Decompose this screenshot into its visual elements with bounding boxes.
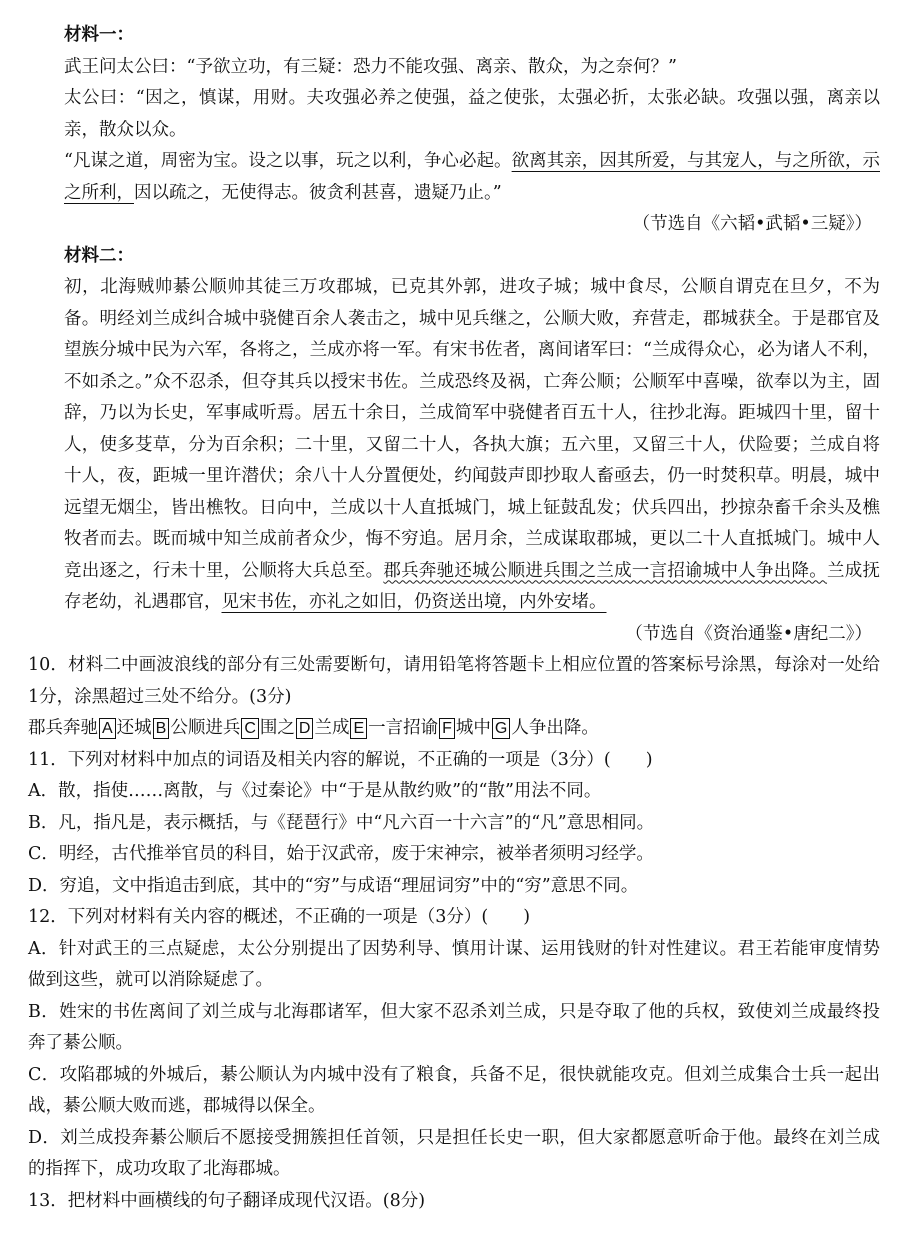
q11-option-b[interactable]: B．凡，指凡是，表示概括，与《琵琶行》中“凡六百一十六言”的“凡”意思相同。 bbox=[28, 812, 655, 833]
q10-box-A[interactable]: A bbox=[99, 718, 116, 739]
material2-source: （节选自《资治通鉴•唐纪二》） bbox=[625, 623, 872, 644]
q10-segment: 兰成 bbox=[314, 718, 350, 738]
material1-para1: 武王问太公曰：“予欲立功，有三疑：恐力不能攻强、离亲、散众，为之奈何？” bbox=[64, 56, 677, 77]
q13-stem: 13．把材料中画横线的句子翻译成现代汉语。(8分) bbox=[28, 1190, 426, 1211]
q12-option-d[interactable]: D．刘兰成投奔綦公顺后不愿接受拥簇担任首领，只是担任长史一职，但大家都愿意听命于他。最终在刘兰成的指挥下，成功攻取了北海郡城。 bbox=[28, 1127, 880, 1179]
q12-option-c[interactable]: C．攻陷郡城的外城后，綦公顺认为内城中没有了粮食，兵备不足，很快就能攻克。但刘兰成集合士兵一起出战，綦公顺大败而逃，郡城得以保全。 bbox=[28, 1064, 880, 1116]
q12-option-a[interactable]: A．针对武王的三点疑虑，太公分别提出了因势利导、慎用计谋、运用钱财的针对性建议。君王若能审度情势做到这些，就可以消除疑虑了。 bbox=[28, 938, 880, 990]
material1-source: （节选自《六韬•武韬•三疑》） bbox=[632, 214, 872, 234]
material1-label: 材料一： bbox=[64, 25, 134, 45]
material2-text-main: 初，北海贼帅綦公顺帅其徒三万攻郡城，已克其外郭，进攻子城；城中食尽，公顺自谓克在旦夕，不为备。明经刘兰成纠合城中骁健百余人袭击之，城中见兵继之，公顺大败，弃营走，郡城获全。于是郡官及望族分城中民为六军，各将之，兰成亦将一军。有宋书佐者，离间诸军曰：“兰成得众心，必为诸人不利，不如杀之。”众不忍杀，但夺其兵以授宋书佐。兰成恐终及祸，亡奔公顺；公顺军中喜噪，欲奉以为主，固辞，乃以为长史，军事咸听焉。居五十余日，兰成简军中骁健者百五十人，往抄北海。距城四十里，留十人，使多芟草，分为百余积；二十里，又留二十人，各执大旗；五六里，又留三十人，伏险要；兰成自将十人，夜，距城一里许潜伏；余八十人分置便处，约闻鼓声即抄取人畜亟去，仍一时焚积草。明晨，城中远望无烟尘，皆出樵牧。日向中，兰成以十人直抵城门，城上钲鼓乱发；伏兵四出，抄掠杂畜千余头及樵牧者而去。既而城中知兰成前者众少，悔不穷追。居月余，兰成谋取郡城，更以二十人直抵城门。城中人竞出逐之，行未十里，公顺将大兵总至。 bbox=[64, 277, 880, 581]
material2-underlined-sentence: 见宋书佐，亦礼之如旧，仍资送出境，内外安堵。 bbox=[221, 592, 607, 612]
q10-stem: 10．材料二中画波浪线的部分有三处需要断句，请用铅笔将答题卡上相应位置的答案标号涂黑，每涂对一处给1分，涂黑超过三处不给分。(3分) bbox=[28, 655, 880, 707]
material1-underlined-sentence: 欲离其亲，因其所爱，与其宠人，与之所欲，示之所利， bbox=[64, 151, 880, 203]
q12-option-b[interactable]: B．姓宋的书佐离间了刘兰成与北海郡诸军，但大家不忍杀刘兰成，只是夺取了他的兵权，致使刘兰成最终投奔了綦公顺。 bbox=[28, 1001, 880, 1053]
q10-box-G[interactable]: G bbox=[492, 718, 510, 739]
q10-segment: 围之 bbox=[259, 718, 295, 738]
q10-box-D[interactable]: D bbox=[296, 718, 314, 739]
material2-text bbox=[28, 272, 880, 619]
q11-option-c[interactable]: C．明经，古代推举官员的科目，始于汉武帝，废于宋神宗，被举者须明习经学。 bbox=[28, 844, 654, 864]
q10-segment: 公顺进兵 bbox=[170, 718, 241, 738]
q10-segment: 郡兵奔驰 bbox=[28, 718, 98, 738]
q10-box-E[interactable]: E bbox=[350, 718, 367, 739]
q10-segmented-sentence bbox=[28, 713, 880, 745]
q11-option-d[interactable]: D．穷追，文中指追击到底，其中的“穷”与成语“理屈词穷”中的“穷”意思不同。 bbox=[28, 875, 639, 896]
material1-para3-post: 因以疏之，无使得志。彼贪利甚喜，遗疑乃止。” bbox=[134, 182, 502, 203]
q10-box-C[interactable]: C bbox=[241, 718, 259, 739]
q10-segment: 人争出降。 bbox=[511, 718, 599, 738]
q10-box-B[interactable]: B bbox=[153, 718, 170, 739]
exam-page bbox=[28, 20, 880, 1217]
q11-stem: 11．下列对材料中加点的词语及相关内容的解说，不正确的一项是（3分）( ) bbox=[28, 749, 653, 770]
material1-para2: 太公曰：“因之，慎谋，用财。夫攻强必养之使强，益之使张，太强必折，太张必缺。攻强以强，离亲以亲，散众以众。 bbox=[64, 88, 880, 140]
material1-para3-pre: “凡谋之道，周密为宝。设之以事，玩之以利，争心必起。 bbox=[64, 151, 512, 171]
q11-option-a[interactable]: A．散，指使……离散，与《过秦论》中“于是从散约败”的“散”用法不同。 bbox=[28, 781, 602, 801]
material2-wavy-sentence: 郡兵奔驰还城公顺进兵围之兰成一言招谕城中人争出降。 bbox=[383, 560, 828, 581]
q12-stem: 12．下列对材料有关内容的概述，不正确的一项是（3分）( ) bbox=[28, 907, 531, 927]
material2-label: 材料二： bbox=[64, 245, 134, 266]
q10-segment: 一言招谕 bbox=[368, 718, 439, 738]
material2-text-mid: 兰成抚存老幼，礼遇郡官， bbox=[64, 560, 881, 612]
q10-segment: 还城 bbox=[116, 718, 152, 738]
q10-box-F[interactable]: F bbox=[439, 718, 455, 739]
material1-para3 bbox=[28, 146, 880, 209]
q10-segment: 城中 bbox=[455, 718, 491, 738]
